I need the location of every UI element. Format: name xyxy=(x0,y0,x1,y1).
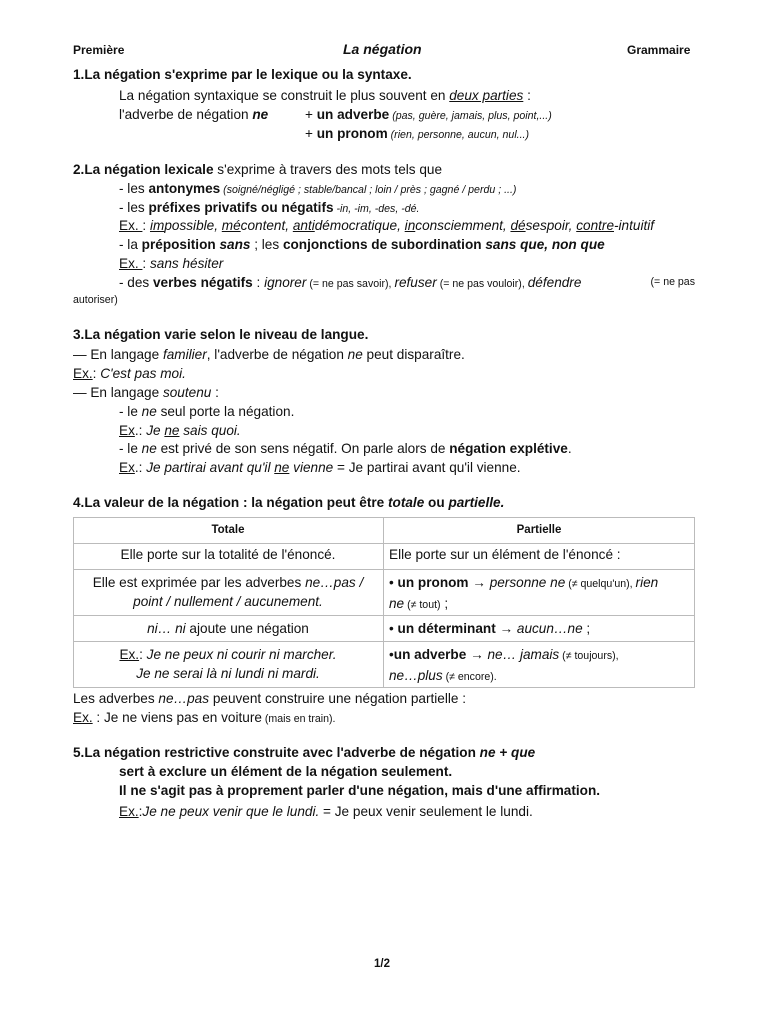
table-header-partielle: Partielle xyxy=(516,524,562,536)
section-3-ne-seul-example: Ex.: Je ne sais quoi. xyxy=(119,423,241,438)
table-row-divider xyxy=(73,615,695,616)
table-cell-partielle-1: Elle porte sur un élément de l'énoncé : xyxy=(389,547,621,562)
section-4-title: 4.La valeur de la négation : la négation peut être totale ou partielle. xyxy=(73,495,505,510)
table-cell-totale-3: ni… ni ajoute une négation xyxy=(147,621,309,636)
section-3-title: 3.La négation varie selon le niveau de langue. xyxy=(73,327,369,342)
table-cell-totale-2: Elle est exprimée par les adverbes ne…pas / point / nullement / aucunement. xyxy=(92,575,364,609)
table-cell-partielle-4: •un adverbe → ne… jamais (≠ toujours), ne…plus (≠ encore). xyxy=(389,647,619,683)
section-4-after-2: Ex. : Je ne viens pas en voiture (mais en train). xyxy=(73,710,336,725)
table-cell-partielle-2: • un pronom → personne ne (≠ quelqu'un), rien ne (≠ tout) ; xyxy=(389,575,659,611)
section-2-title: 2.La négation lexicale s'exprime à travers des mots tels que xyxy=(73,162,443,177)
section-2-verbes-cont: autoriser) xyxy=(73,294,118,306)
table-cell-partielle-3: • un déterminant → aucun…ne ; xyxy=(389,621,591,636)
section-1-adverbe: + un adverbe (pas, guère, jamais, plus, point,...) xyxy=(305,107,552,122)
section-4-after-1: Les adverbes ne…pas peuvent construire une négation partielle : xyxy=(73,691,466,706)
section-3-familier-example: Ex.: C'est pas moi. xyxy=(73,366,186,381)
table-border-bottom xyxy=(73,687,695,688)
table-col-divider xyxy=(383,517,384,688)
section-2-prefix-examples: Ex. : impossible, mécontent, antidémocratique, inconsciemment, désespoir, contre-intuitif xyxy=(119,218,655,233)
table-row-divider xyxy=(73,641,695,642)
section-1-line-1: La négation syntaxique se construit le plus souvent en deux parties : xyxy=(119,88,531,103)
section-2-prep-example: Ex. : sans hésiter xyxy=(119,256,224,271)
page-title: La négation xyxy=(343,41,422,57)
table-cell-totale-4: Ex.: Je ne peux ni courir ni marcher. Je ne serai là ni lundi ni mardi. xyxy=(119,647,337,681)
section-5-title: 5.La négation restrictive construite avec l'adverbe de négation ne + que xyxy=(73,745,536,760)
section-2-antonymes: - les antonymes (soigné/négligé ; stable/bancal ; loin / près ; gagné / perdu ; ...) xyxy=(119,181,517,196)
header-level: Première xyxy=(73,43,125,57)
table-cell-totale-1: Elle porte sur la totalité de l'énoncé. xyxy=(120,547,336,562)
section-3-soutenu: — En langage soutenu : xyxy=(73,385,219,400)
section-5-example: Ex.:Je ne peux venir que le lundi. = Je peux venir seulement le lundi. xyxy=(119,804,533,819)
table-row-divider xyxy=(73,569,695,570)
section-1-pronom: + un pronom (rien, personne, aucun, nul...) xyxy=(305,126,530,141)
table-border-top xyxy=(73,517,695,518)
section-3-familier: — En langage familier, l'adverbe de négation ne peut disparaître. xyxy=(73,347,465,362)
header-subject: Grammaire xyxy=(627,43,691,57)
section-2-verbes: - des verbes négatifs : ignorer (= ne pas savoir), refuser (= ne pas vouloir), défendre (= ne pas xyxy=(119,275,695,290)
section-2-prefixes: - les préfixes privatifs ou négatifs -in, -im, -des, -dé. xyxy=(119,200,420,215)
table-header-totale: Totale xyxy=(211,524,245,536)
section-5-line-2: sert à exclure un élément de la négation seulement. xyxy=(119,764,453,779)
section-3-ne-seul: - le ne seul porte la négation. xyxy=(119,404,295,419)
section-2-preposition: - la préposition sans ; les conjonctions de subordination sans que, non que xyxy=(119,237,605,252)
section-1-line-2: l'adverbe de négation ne xyxy=(119,107,269,122)
table-border-right xyxy=(694,517,695,688)
section-3-expletive-example: Ex.: Je partirai avant qu'il ne vienne = Je partirai avant qu'il vienne. xyxy=(119,460,521,475)
section-3-expletive: - le ne est privé de son sens négatif. On parle alors de négation explétive. xyxy=(119,441,572,456)
page-number: 1/2 xyxy=(374,958,390,970)
section-5-line-3: Il ne s'agit pas à proprement parler d'une négation, mais d'une affirmation. xyxy=(119,783,601,798)
table-row-divider xyxy=(73,543,695,544)
section-1-title: 1.La négation s'exprime par le lexique ou la syntaxe. xyxy=(73,67,412,82)
